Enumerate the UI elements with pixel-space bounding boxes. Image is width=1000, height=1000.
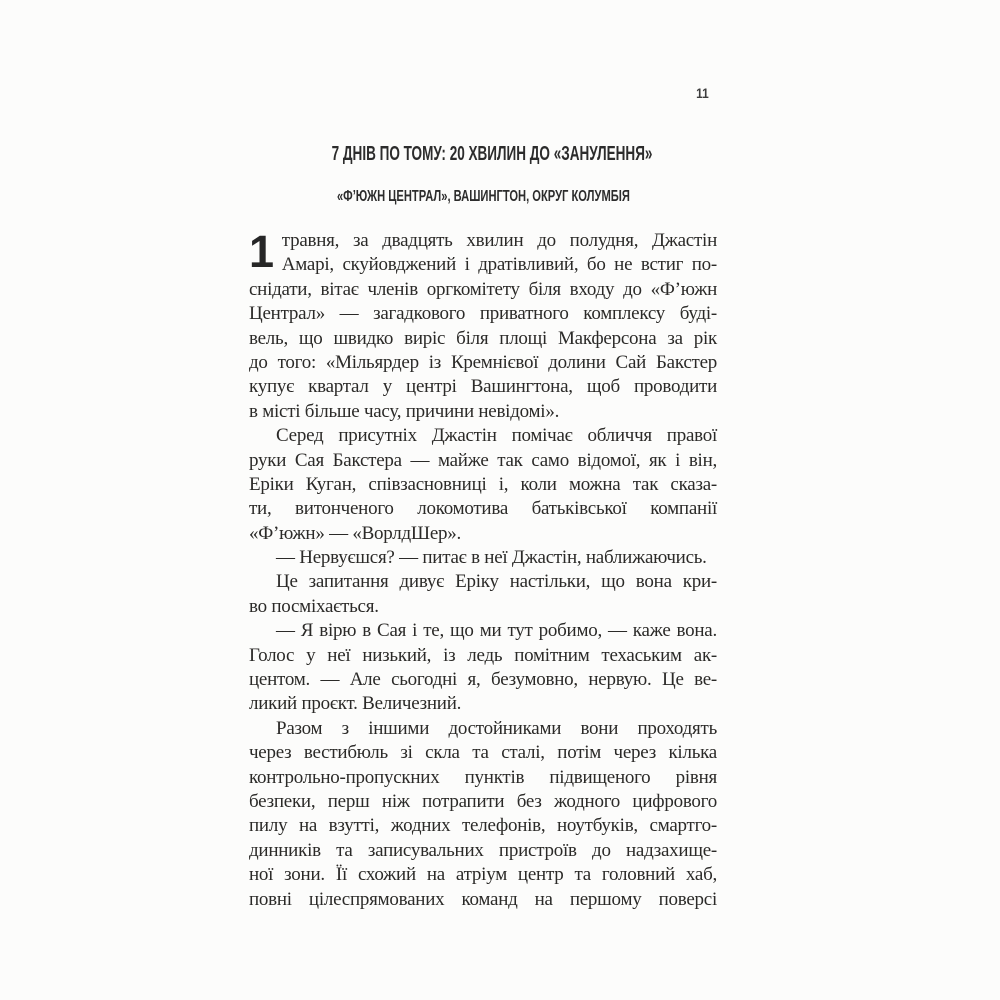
- text-line: «Ф’южн» — «ВорлдШер».: [249, 522, 462, 544]
- paragraph: [249, 546, 717, 570]
- chapter-heading-text: 7 ДНІВ ПО ТОМУ: 20 ХВИЛИН ДО «ЗАНУЛЕННЯ»: [331, 142, 653, 165]
- text-line: Серед присутніх Джастін помічає обличчя правої: [276, 425, 717, 447]
- text-line: во посміхається.: [249, 595, 379, 617]
- text-line: Амарі, скуйовджений і дратівливий, бо не встиг по-: [281, 254, 717, 276]
- text-line: — Нервуєшся? — питає в неї Джастін, наближаючись.: [276, 547, 707, 569]
- text-line: динників та записувальних пристроїв до надзахище-: [249, 839, 717, 861]
- text-line: повні цілеспрямованих команд на першому поверсі: [249, 888, 717, 910]
- text-line: снідати, вітає членів оргкомітету біля входу до «Ф’южн: [249, 278, 717, 300]
- drop-cap: 1: [249, 226, 274, 277]
- text-line: пилу на взутті, жодних телефонів, ноутбуків, смартго-: [249, 815, 717, 837]
- text-line: через вестибюль зі скла та сталі, потім через кілька: [249, 742, 717, 764]
- text-line: ликий проєкт. Величезний.: [249, 693, 462, 715]
- text-line: Голос у неї низький, із ледь помітним техаським ак-: [249, 644, 717, 666]
- paragraph: [249, 570, 717, 619]
- text-line: — Я вірю в Сая і те, що ми тут робимо, — каже вона.: [276, 620, 717, 642]
- text-line: безпеки, перш ніж потрапити без жодного цифрового: [249, 790, 717, 812]
- text-line: купує квартал у центрі Вашингтона, щоб проводити: [249, 376, 717, 398]
- text-line: в місті більше часу, причини невідомі».: [249, 400, 560, 422]
- paragraph: [249, 619, 717, 717]
- text-line: Централ» — загадкового приватного комплексу буді-: [249, 303, 717, 325]
- text-line: Разом з іншими достойниками вони проходять: [276, 717, 717, 739]
- text-line: ної зони. Її схожий на атріум центр та головний хаб,: [249, 864, 717, 886]
- text-line: контрольно-пропускних пунктів підвищеного рівня: [249, 766, 717, 788]
- text-line: руки Сая Бакстера — майже так само відомої, як і він,: [249, 449, 717, 471]
- page-number-text: 11: [695, 85, 709, 101]
- chapter-heading: [249, 142, 717, 166]
- paragraph: [249, 226, 717, 424]
- text-line: центом. — Але сьогодні я, безумовно, нервую. Це ве-: [249, 669, 717, 691]
- page-number: [676, 85, 728, 101]
- text-line: ти, витонченого локомотива батьківської компанії: [249, 498, 717, 520]
- text-line: Це запитання дивує Еріку настільки, що вона кри-: [276, 571, 717, 593]
- chapter-subheading: [249, 188, 717, 206]
- text-line: Еріки Куган, співзасновниці і, коли можна так сказа-: [249, 473, 717, 495]
- body-text: [249, 226, 717, 912]
- text-line: вель, що швидко виріс біля площі Макферсона за рік: [249, 327, 717, 349]
- text-line: травня, за двадцять хвилин до полудня, Джастін: [281, 230, 717, 251]
- paragraph: [249, 424, 717, 546]
- chapter-subheading-text: «Ф’ЮЖН ЦЕНТРАЛ», ВАШИНГТОН, ОКРУГ КОЛУМБІЯ: [336, 188, 630, 205]
- text-line: до того: «Мільярдер із Кремнієвої долини Сай Бакстер: [249, 351, 717, 373]
- paragraph: [249, 717, 717, 912]
